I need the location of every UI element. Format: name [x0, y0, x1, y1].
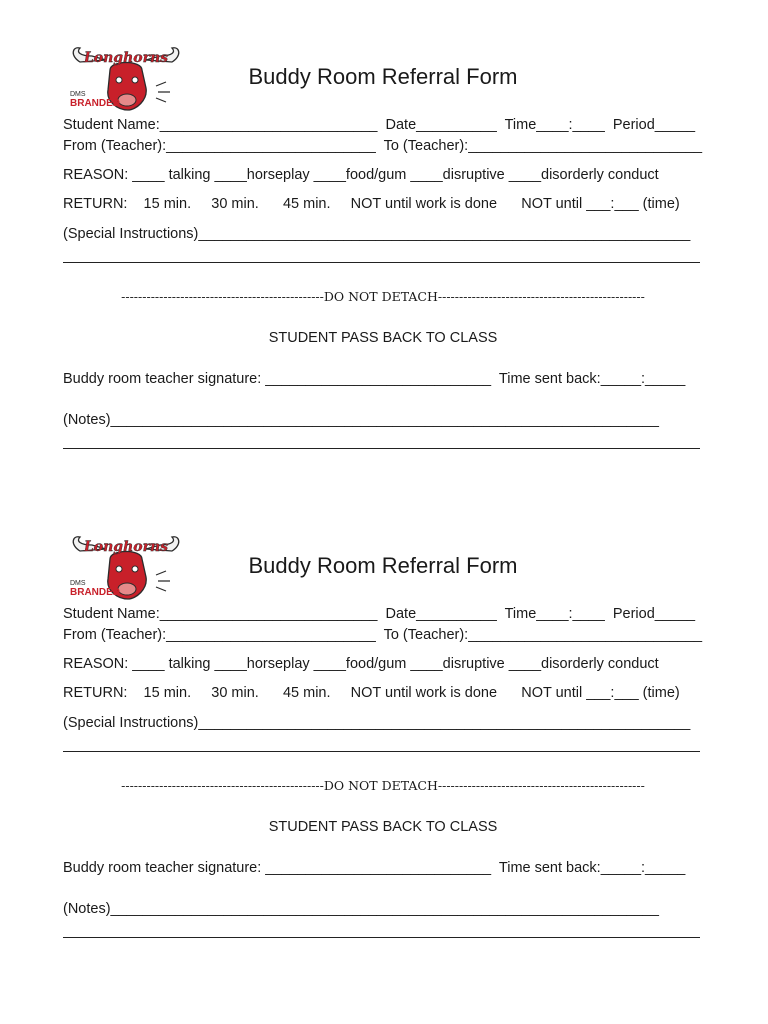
form-title: Buddy Room Referral Form: [248, 553, 518, 578]
longhorns-logo-graphic: [66, 42, 186, 114]
reason-line: REASON: ____ talking ____horseplay ____food/gum ____disruptive ____disorderly conduct: [63, 656, 659, 672]
logo-wordmark: Longhorns: [83, 539, 169, 555]
return-line: RETURN: 15 min. 30 min. 45 min. NOT until work is done NOT until ___:___ (time): [63, 685, 680, 701]
signature-line: Buddy room teacher signature: ____________________________ Time sent back:_____:_____: [63, 860, 686, 876]
logo-brand: BRANDED: [70, 98, 120, 109]
teacher-line: From (Teacher):__________________________ To (Teacher):_____________________________: [63, 138, 703, 154]
pass-title: STUDENT PASS BACK TO CLASS: [268, 819, 498, 835]
referral-form-1: [0, 0, 768, 480]
notes-line: (Notes)____________________________________________________________________: [63, 412, 659, 428]
do-not-detach-divider: ------------------------------------------------DO NOT DETACH-------------------------------------------------: [121, 289, 645, 304]
logo-school: DMS: [70, 91, 86, 98]
pass-title: STUDENT PASS BACK TO CLASS: [268, 330, 498, 346]
longhorns-logo-graphic: [66, 531, 186, 603]
referral-form-2: [0, 489, 768, 969]
notes-line: (Notes)____________________________________________________________________: [63, 901, 659, 917]
longhorns-logo: [66, 531, 186, 603]
logo-brand: BRANDED: [70, 587, 120, 598]
longhorns-logo: [66, 42, 186, 114]
return-line: RETURN: 15 min. 30 min. 45 min. NOT until work is done NOT until ___:___ (time): [63, 196, 680, 212]
blank-rule: [63, 751, 700, 752]
logo-school: DMS: [70, 580, 86, 587]
blank-rule: [63, 448, 700, 449]
blank-rule: [63, 262, 700, 263]
special-instructions-line: (Special Instructions)_____________________________________________________________: [63, 226, 691, 242]
blank-rule: [63, 937, 700, 938]
reason-line: REASON: ____ talking ____horseplay ____food/gum ____disruptive ____disorderly conduct: [63, 167, 659, 183]
form-title: Buddy Room Referral Form: [248, 64, 518, 89]
student-name-line: Student Name:___________________________ Date__________ Time____:____ Period_____: [63, 606, 696, 622]
signature-line: Buddy room teacher signature: ____________________________ Time sent back:_____:_____: [63, 371, 686, 387]
student-name-line: Student Name:___________________________ Date__________ Time____:____ Period_____: [63, 117, 696, 133]
teacher-line: From (Teacher):__________________________ To (Teacher):_____________________________: [63, 627, 703, 643]
logo-wordmark: Longhorns: [83, 50, 169, 66]
do-not-detach-divider: ------------------------------------------------DO NOT DETACH-------------------------------------------------: [121, 778, 645, 793]
special-instructions-line: (Special Instructions)_____________________________________________________________: [63, 715, 691, 731]
